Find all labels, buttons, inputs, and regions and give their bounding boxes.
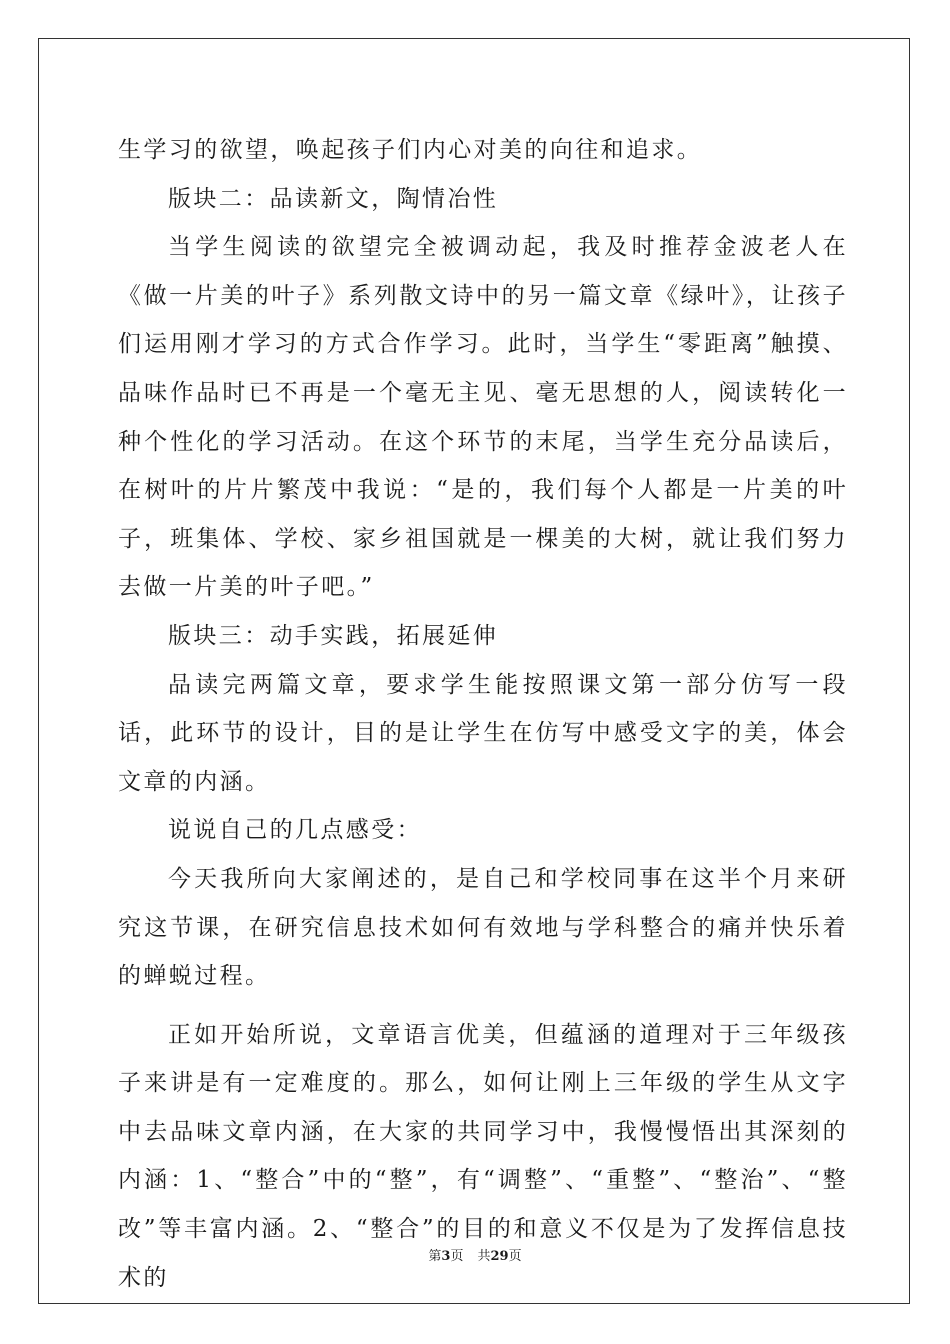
section-heading: 说说自己的几点感受：: [168, 817, 422, 844]
paragraph: 正如开始所说，文章语言优美，但蕴涵的道理对于三年级孩子来讲是有一定难度的。那么，如何让刚上三年级的学生从文字中去品味文章内涵，在大家的共同学习中，我慢慢悟出其深刻的内涵：1、“整合”中的“整”，有“调整”、“重整”、“整治”、“整改”等丰富内涵。2、“整合”的目的和意义不仅是为了发挥信息技术的: [118, 1021, 848, 1291]
page-footer: [0, 1245, 950, 1264]
page-unit: 页: [450, 1249, 464, 1264]
document-body: [118, 126, 848, 1302]
page-prefix: 第: [428, 1249, 442, 1264]
paragraph: 当学生阅读的欲望完全被调动起，我及时推荐金波老人在《做一片美的叶子》系列散文诗中的另一篇文章《绿叶》，让孩子们运用刚才学习的方式合作学习。此时，当学生“零距离”触摸、品味作品时已不再是一个毫无主见、毫无思想的人，阅读转化一种个性化的学习活动。在这个环节的末尾，当学生充分品读后，在树叶的片片繁茂中我说：“是的，我们每个人都是一片美的叶子，班集体、学校、家乡祖国就是一棵美的大树，就让我们努力去做一片美的叶子吧。”: [118, 234, 848, 601]
paragraph: 品读完两篇文章，要求学生能按照课文第一部分仿写一段话，此环节的设计，目的是让学生在仿写中感受文字的美，体会文章的内涵。: [118, 671, 848, 795]
paragraph: 今天我所向大家阐述的，是自己和学校同事在这半个月来研究这节课，在研究信息技术如何有效地与学科整合的痛并快乐着的蝉蜕过程。: [118, 865, 848, 990]
total-unit: 页: [508, 1249, 522, 1264]
section-heading: 版块三：动手实践，拓展延伸: [168, 622, 499, 649]
section-heading: 版块二：品读新文，陶情冶性: [168, 185, 499, 212]
page-current: 3: [441, 1249, 451, 1264]
total-prefix: 共: [477, 1249, 491, 1264]
page-total: 29: [490, 1249, 509, 1264]
paragraph: 生学习的欲望，唤起孩子们内心对美的向往和追求。: [118, 137, 703, 163]
